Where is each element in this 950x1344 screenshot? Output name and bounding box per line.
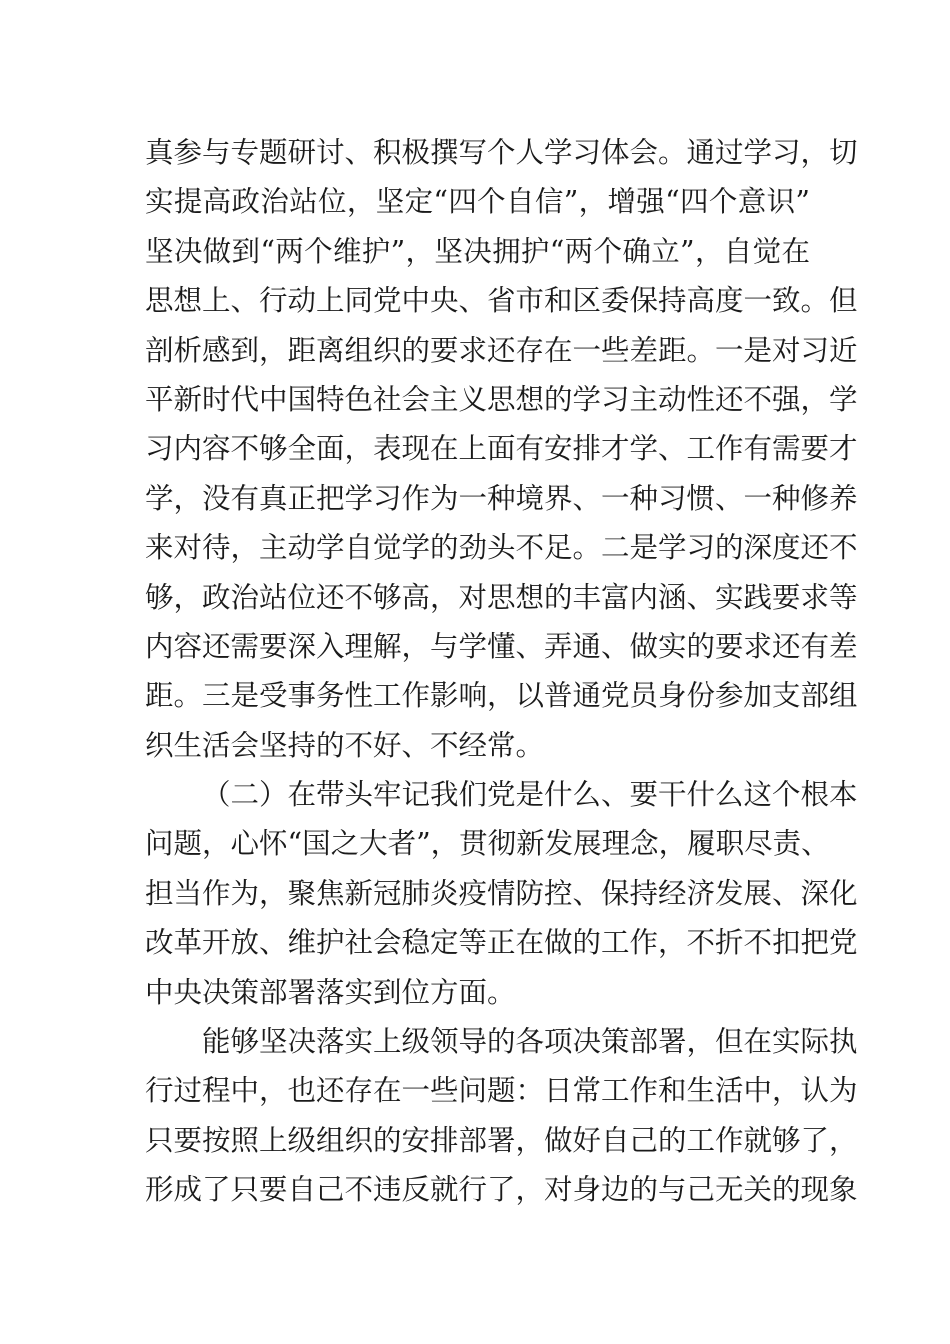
text-line: 内容还需要深入理解，与学懂、弄通、做实的要求还有差 [145,629,858,663]
text-line: 坚决做到“两个维护”，坚决拥护“两个确立”，自觉在 [145,234,810,268]
text-line: 实提高政治站位，坚定“四个自信”，增强“四个意识” [145,185,810,219]
section-heading-line: （二）在带头牢记我们党是什么、要干什么这个根本 [202,778,858,812]
text-line: 距。三是受事务性工作影响，以普通党员身份参加支部组 [145,679,858,713]
text-line: 织生活会坚持的不好、不经常。 [145,728,545,762]
text-line: 来对待，主动学自觉学的劲头不足。二是学习的深度还不 [145,531,858,565]
text-line: 思想上、行动上同党中央、省市和区委保持高度一致。但 [145,284,858,318]
text-line: 够，政治站位还不够高，对思想的丰富内涵、实践要求等 [145,580,858,614]
text-line: 真参与专题研讨、积极撰写个人学习体会。通过学习，切 [145,136,858,169]
body-text [145,128,858,1215]
text-line: 只要按照上级组织的安排部署，做好自己的工作就够了， [145,1123,858,1157]
text-line: 行过程中，也还存在一些问题：日常工作和生活中，认为 [145,1074,858,1108]
text-line: 中央决策部署落实到位方面。 [145,975,516,1009]
text-line: 平新时代中国特色社会主义思想的学习主动性还不强，学 [145,382,858,416]
text-line: 担当作为，聚焦新冠肺炎疫情防控、保持经济发展、深化 [145,876,858,910]
text-line: 学，没有真正把学习作为一种境界、一种习惯、一种修养 [145,481,858,515]
text-line: 问题，心怀“国之大者”，贯彻新发展理念，履职尽责、 [145,827,830,861]
text-line: 习内容不够全面，表现在上面有安排才学、工作有需要才 [145,432,858,466]
text-line: 剖析感到，距离组织的要求还存在一些差距。一是对习近 [145,333,858,367]
paragraph-first-line: 能够坚决落实上级领导的各项决策部署，但在实际执 [202,1025,858,1059]
text-line: 改革开放、维护社会稳定等正在做的工作，不折不扣把党 [145,926,858,960]
text-line: 形成了只要自己不违反就行了，对身边的与己无关的现象 [145,1173,858,1207]
